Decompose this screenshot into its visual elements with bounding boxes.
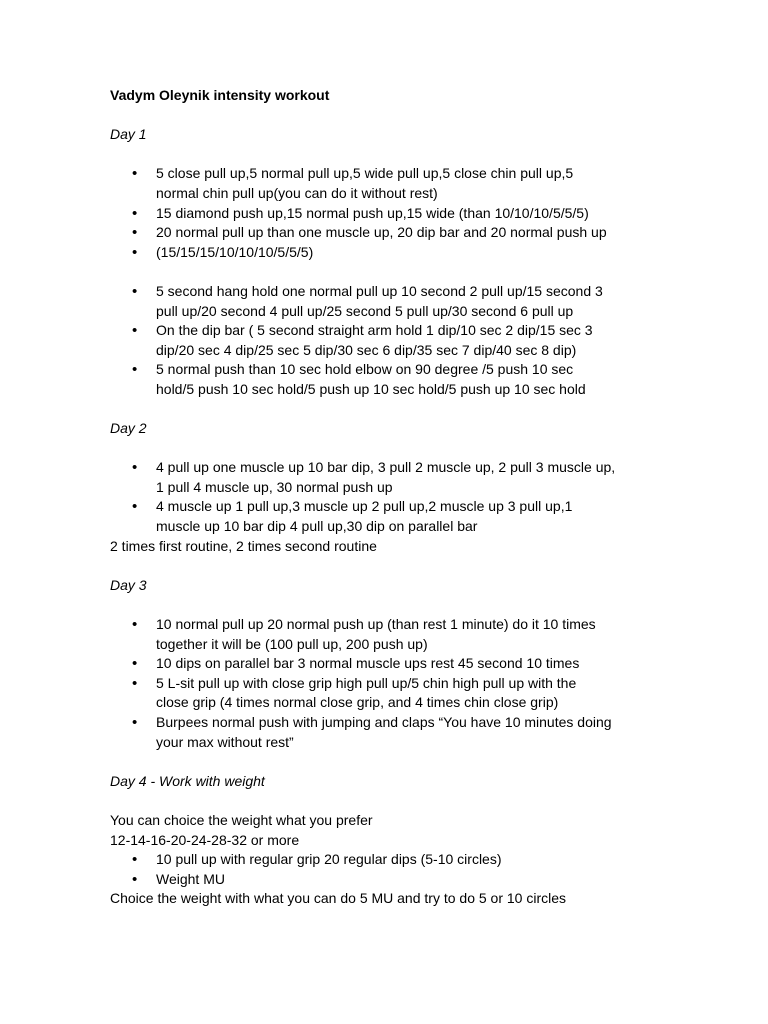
- list-item: • 15 diamond push up,15 normal push up,15 wide (than 10/10/10/5/5/5): [110, 204, 670, 224]
- day4-list: [110, 850, 670, 889]
- list-item: • 20 normal pull up than one muscle up, 20 dip bar and 20 normal push up: [110, 223, 670, 243]
- spacer: [110, 595, 670, 615]
- list-item: • 10 dips on parallel bar 3 normal muscle ups rest 45 second 10 times: [110, 654, 670, 674]
- list-item: • 10 normal pull up 20 normal push up (than rest 1 minute) do it 10 times together it will be (100 pull up, 200 push up): [110, 615, 670, 654]
- list-item: • 5 normal push than 10 sec hold elbow on 90 degree /5 push 10 sec hold/5 push 10 sec hold/5 push up 10 sec hold/5 push up 10 sec hold: [110, 360, 670, 399]
- spacer: [110, 145, 670, 165]
- spacer: [110, 400, 670, 420]
- list-item: • 10 pull up with regular grip 20 regular dips (5-10 circles): [110, 850, 670, 870]
- day4-intro-2: 12-14-16-20-24-28-32 or more: [110, 831, 300, 848]
- spacer: [110, 791, 670, 811]
- spacer: [110, 752, 670, 772]
- spacer: [110, 439, 670, 459]
- list-item: • On the dip bar ( 5 second straight arm hold 1 dip/10 sec 2 dip/15 sec 3 dip/20 sec 4 dip/25 sec 5 dip/30 sec 6 dip/35 sec 7 dip/40 sec 8 dip): [110, 321, 670, 360]
- list-item: • 4 muscle up 1 pull up,3 muscle up 2 pull up,2 muscle up 3 pull up,1 muscle up 10 bar dip 4 pull up,30 dip on parallel bar: [110, 497, 670, 536]
- spacer: [110, 262, 670, 282]
- list-item: • 5 close pull up,5 normal pull up,5 wide pull up,5 close chin pull up,5 normal chin pull up(you can do it without rest): [110, 164, 670, 203]
- list-item: • 4 pull up one muscle up 10 bar dip, 3 pull 2 muscle up, 2 pull 3 muscle up, 1 pull 4 muscle up, 30 normal push up: [110, 458, 670, 497]
- day2-list: [110, 458, 670, 536]
- spacer: [110, 106, 670, 126]
- spacer: [110, 556, 670, 576]
- day4-outro: Choice the weight with what you can do 5 MU and try to do 5 or 10 circles: [110, 890, 567, 907]
- list-item: • 5 L-sit pull up with close grip high pull up/5 chin high pull up with the close grip (4 times normal close grip, and 4 times chin close grip): [110, 674, 670, 713]
- day2-heading: Day 2: [110, 420, 147, 437]
- list-item: • (15/15/15/10/10/10/5/5/5): [110, 243, 670, 263]
- list-item: • 5 second hang hold one normal pull up 10 second 2 pull up/15 second 3 pull up/20 second 4 pull up/25 second 5 pull up/30 second 6 pull up: [110, 282, 670, 321]
- document-title: Vadym Oleynik intensity workout: [110, 87, 330, 103]
- list-item: • Weight MU: [110, 870, 670, 890]
- day1-group1-list: [110, 164, 670, 262]
- day4-intro-1: You can choice the weight what you prefer: [110, 811, 373, 828]
- day1-group2-list: [110, 282, 670, 400]
- day3-heading: Day 3: [110, 576, 147, 593]
- list-item: • Burpees normal push with jumping and claps “You have 10 minutes doing your max without rest”: [110, 713, 670, 752]
- day1-heading: Day 1: [110, 126, 147, 143]
- day2-note: 2 times first routine, 2 times second routine: [110, 537, 377, 554]
- day4-heading: Day 4 - Work with weight: [110, 772, 265, 789]
- document-page: [110, 86, 670, 909]
- day3-list: [110, 615, 670, 752]
